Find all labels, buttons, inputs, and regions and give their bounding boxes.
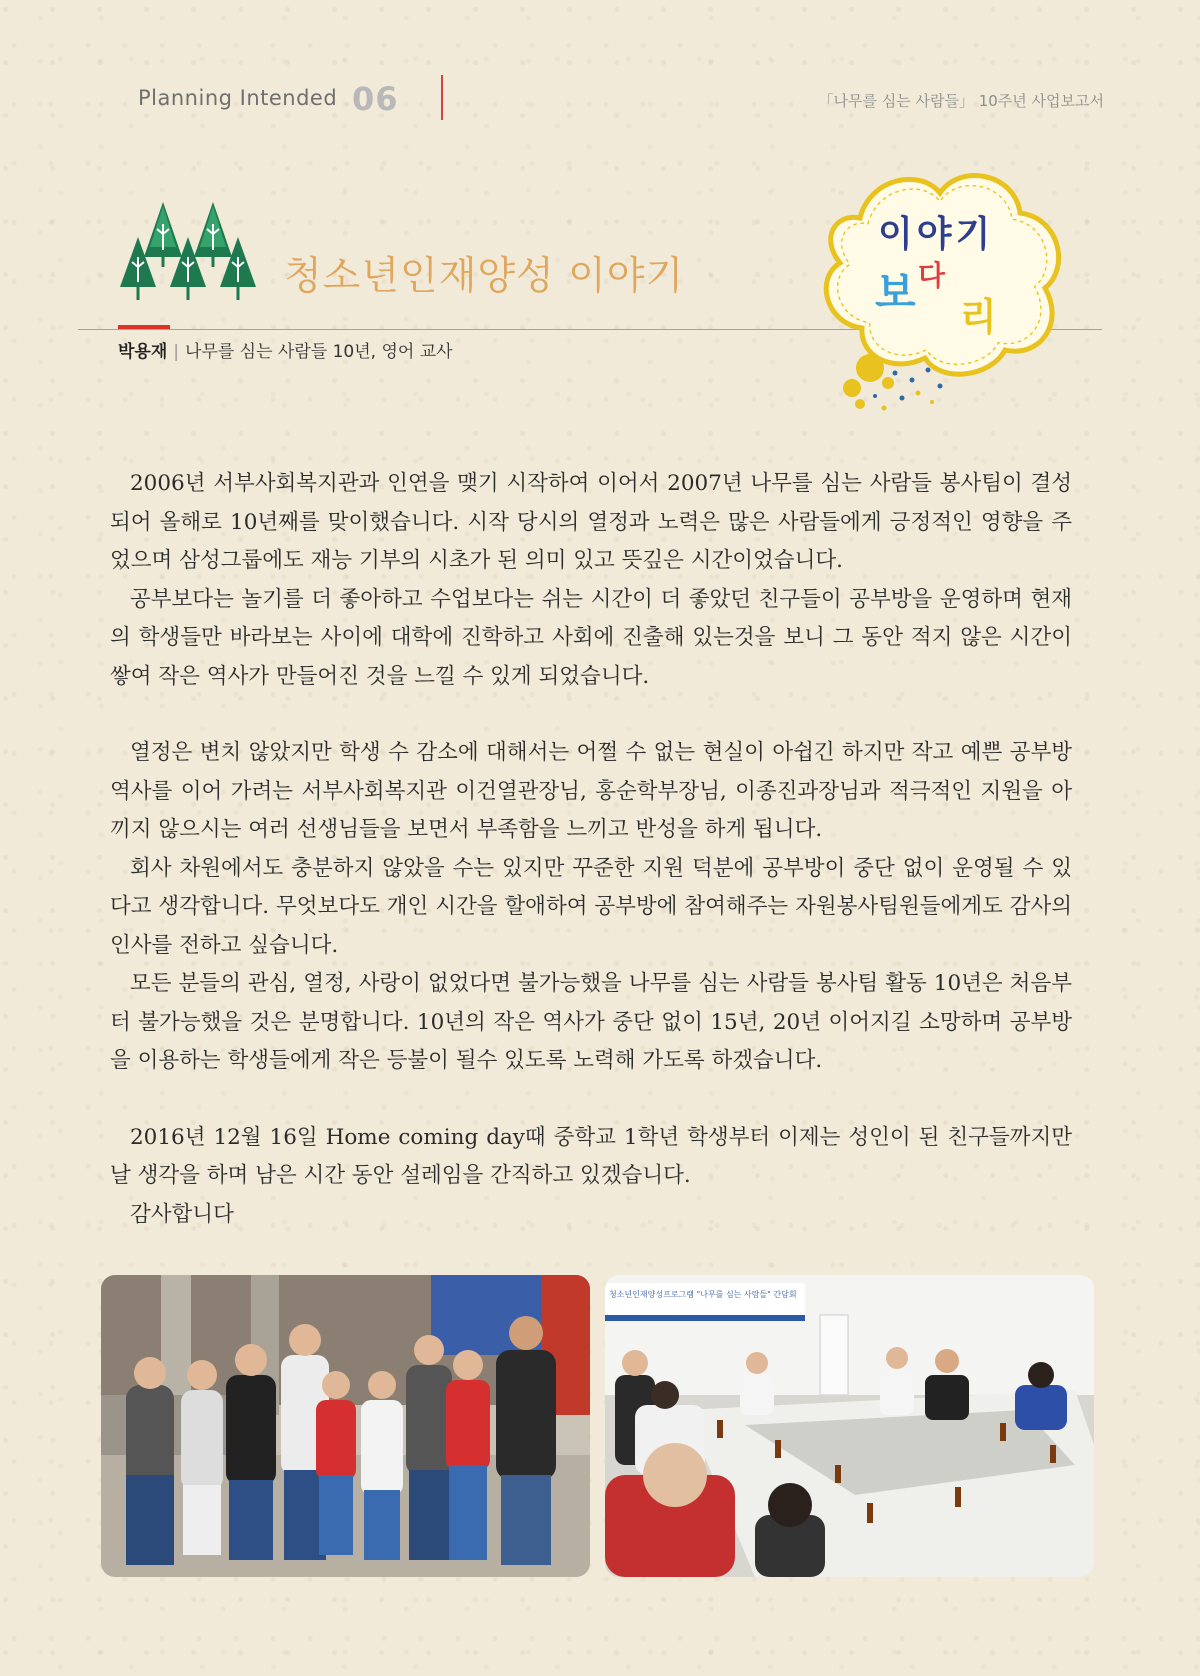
paragraph: 모든 분들의 관심, 열정, 사랑이 없었다면 불가능했을 나무를 심는 사람들 봉사팀 활동 10년은 처음부터 불가능했을 것은 분명합니다. 10년의 작은 역사가 중단 없이 15년, 20년 이어지길 소망하며 공부방을 이용하는 학생들에게 작은 등불이 될수 있도록 노력해 가도록 하겠습니다. — [110, 971, 1072, 1073]
meeting-banner: 청소년인재양성프로그램 "나무를 심는 사람들" 간담회 — [609, 1290, 797, 1299]
closing-line: 감사합니다 — [130, 1201, 234, 1227]
report-title: 「나무를 심는 사람들」 10주년 사업보고서 — [818, 92, 1104, 110]
story-bridge-badge — [800, 158, 1080, 428]
page-number: 06 — [352, 80, 399, 118]
paragraph-gap — [110, 1081, 1072, 1119]
group-photo — [101, 1275, 590, 1577]
badge-line1: 이야기 — [878, 214, 995, 255]
paragraph: 열정은 변치 않았지만 학생 수 감소에 대해서는 어쩔 수 없는 현실이 아쉽긴 하지만 작고 예쁜 공부방 역사를 이어 가려는 서부사회복지관 이건열관장님, 홍순학부장님, 이종진과장님과 적극적인 지원을 아끼지 않으시는 여러 선생님들을 보면서 부족함을 느끼고 반성을 하게 됩니다. — [110, 740, 1072, 842]
badge-ri: 리 — [960, 295, 997, 339]
title-rule-accent — [118, 325, 170, 329]
trees-icon — [118, 202, 258, 307]
badge-bo: 보 — [875, 268, 916, 317]
paragraph: 2006년 서부사회복지관과 인연을 맺기 시작하여 이어서 2007년 나무를 심는 사람들 봉사팀이 결성되어 올해로 10년째를 맞이했습니다. 시작 당시의 열정과 노력은 많은 사람들에게 긍정적인 영향을 주었으며 삼성그룹에도 재능 기부의 시초가 된 의미 있고 뜻깊은 시간이었습니다. — [110, 471, 1072, 573]
author-name: 박용재 — [118, 342, 168, 362]
meeting-photo — [605, 1275, 1094, 1577]
author-role: 나무를 심는 사람들 10년, 영어 교사 — [185, 342, 453, 362]
page-title: 청소년인재양성 이야기 — [284, 254, 685, 299]
article-body — [110, 465, 1072, 1234]
paragraph: 공부보다는 놀기를 더 좋아하고 수업보다는 쉬는 시간이 더 좋았던 친구들이 공부방을 운영하며 현재의 학생들만 바라보는 사이에 대학에 진학하고 사회에 진출해 있는것을 보니 그 동안 적지 않은 시간이 쌓여 작은 역사가 만들어진 것을 느낄 수 있게 되었습니다. — [110, 586, 1072, 689]
header-divider — [441, 75, 443, 120]
paragraph: 2016년 12월 16일 Home coming day때 중학교 1학년 학생부터 이제는 성인이 된 친구들까지만 날 생각을 하며 남은 시간 동안 설레임을 간직하고 있겠습니다. — [110, 1124, 1072, 1188]
header-section-label: Planning Intended — [138, 86, 338, 110]
author-line — [118, 337, 453, 362]
author-separator: | — [173, 342, 180, 362]
badge-da: 다 — [918, 259, 946, 292]
paragraph-gap — [110, 696, 1072, 734]
paragraph: 회사 차원에서도 충분하지 않았을 수는 있지만 꾸준한 지원 덕분에 공부방이 중단 없이 운영될 수 있다고 생각합니다. 무엇보다도 개인 시간을 할애하여 공부방에 참여해주는 자원봉사팀원들에게도 감사의 인사를 전하고 싶습니다. — [110, 855, 1072, 958]
